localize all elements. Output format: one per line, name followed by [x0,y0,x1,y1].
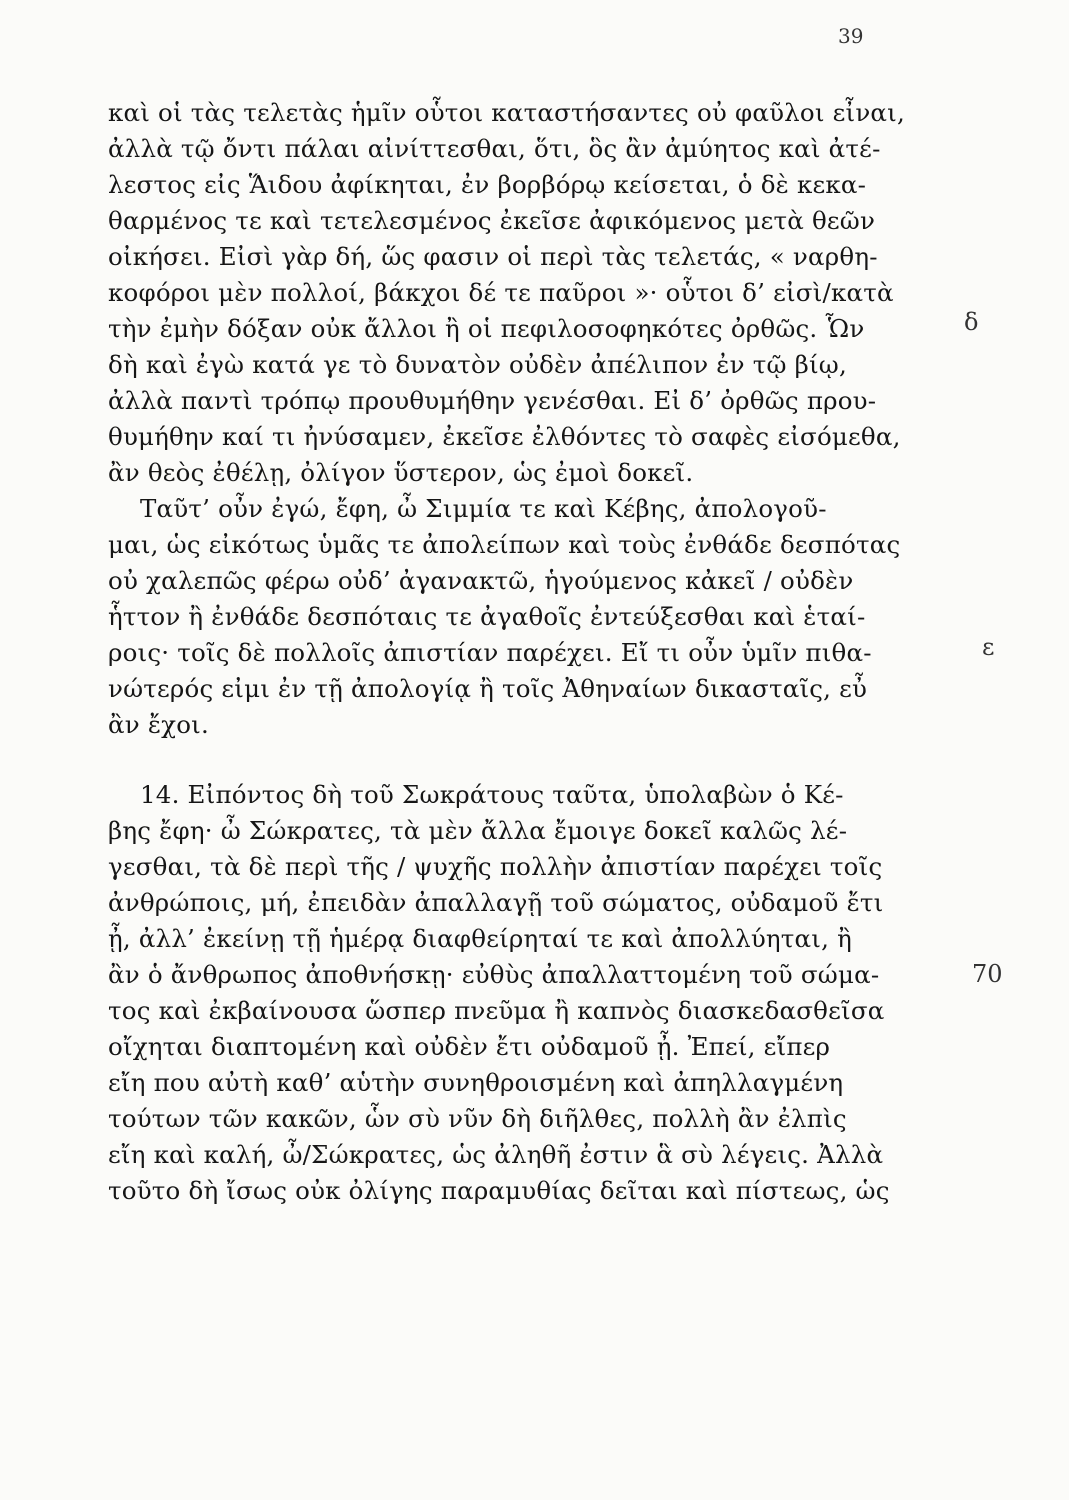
text-line: τὴν ἐμὴν δόξαν οὐκ ἄλλοι ἢ οἱ πεφιλοσοφηκότες ὀρθῶς. Ὧν [108,314,865,343]
text-line: ἀλλὰ τῷ ὄντι πάλαι αἰνίττεσθαι, ὅτι, ὃς ἂν ἀμύητος καὶ ἀτέ- [108,134,881,163]
text-line: εἴη καὶ καλή, ὦ/Σώκρατες, ὡς ἀληθῆ ἐστιν ἃ σὺ λέγεις. Ἀλλὰ [108,1140,884,1169]
text-line: ᾖ, ἀλλ’ ἐκείνῃ τῇ ἡμέρᾳ διαφθείρηταί τε καὶ ἀπολλύηται, ἢ [108,924,852,953]
text-line: Ταῦτ’ οὖν ἐγώ, ἔφη, ὦ Σιμμία τε καὶ Κέβης, ἀπολογοῦ- [140,494,827,523]
text-line: 14. Εἰπόντος δὴ τοῦ Σωκράτους ταῦτα, ὑπολαβὼν ὁ Κέ- [140,780,844,809]
greek-text [108,95,928,1209]
text-line: νώτερός εἰμι ἐν τῇ ἀπολογίᾳ ἢ τοῖς Ἀθηναίων δικασταῖς, εὖ [108,674,868,703]
page-number: 39 [838,24,864,48]
text-line: ἂν ἔχοι. [108,710,209,739]
text-line: οἴχηται διαπτομένη καὶ οὐδὲν ἔτι οὐδαμοῦ ᾖ. Ἐπεί, εἴπερ [108,1032,831,1061]
paragraph-1 [108,95,928,491]
text-line: θαρμένος τε καὶ τετελεσμένος ἐκεῖσε ἀφικόμενος μετὰ θεῶν [108,206,876,235]
text-line: κοφόροι μὲν πολλοί, βάκχοι δέ τε παῦροι »· οὗτοι δ’ εἰσὶ/κατὰ [108,278,894,307]
text-line: ἀλλὰ παντὶ τρόπῳ προυθυμήθην γενέσθαι. Εἰ δ’ ὀρθῶς πρου- [108,386,877,415]
text-line: θυμήθην καί τι ἠνύσαμεν, ἐκεῖσε ἐλθόντες τὸ σαφὲς εἰσόμεθα, [108,422,901,451]
text-line: βης ἔφη· ὦ Σώκρατες, τὰ μὲν ἄλλα ἔμοιγε δοκεῖ καλῶς λέ- [108,816,848,845]
paragraph-3 [108,777,928,1209]
text-line: ἂν θεὸς ἐθέλῃ, ὀλίγον ὕστερον, ὡς ἐμοὶ δοκεῖ. [108,458,694,487]
text-line: εἴη που αὐτὴ καθ’ αὑτὴν συνηθροισμένη καὶ ἀπηλλαγμένη [108,1068,844,1097]
text-line: μαι, ὡς εἰκότως ὑμᾶς τε ἀπολείπων καὶ τοὺς ἐνθάδε δεσπότας [108,530,901,559]
text-line: ἀνθρώποις, μή, ἐπειδὰν ἀπαλλαγῇ τοῦ σώματος, οὐδαμοῦ ἔτι [108,888,884,917]
text-line: οἰκήσει. Εἰσὶ γὰρ δή, ὥς φασιν οἱ περὶ τὰς τελετάς, « ναρθη- [108,242,878,271]
text-line: λεστος εἰς Ἅιδου ἀφίκηται, ἐν βορβόρῳ κείσεται, ὁ δὲ κεκα- [108,170,867,199]
text-line: ἂν ὁ ἄνθρωπος ἀποθνήσκῃ· εὐθὺς ἀπαλλαττομένη τοῦ σώμα- [108,960,880,989]
text-line: δὴ καὶ ἐγὼ κατά γε τὸ δυνατὸν οὐδὲν ἀπέλιπον ἐν τῷ βίῳ, [108,350,847,379]
text-line: γεσθαι, τὰ δὲ περὶ τῆς / ψυχῆς πολλὴν ἀπιστίαν παρέχει τοῖς [108,852,883,881]
text-line: ἧττον ἢ ἐνθάδε δεσπόταις τε ἀγαθοῖς ἐντεύξεσθαι καὶ ἑταί- [108,602,866,631]
text-line: τος καὶ ἐκβαίνουσα ὥσπερ πνεῦμα ἢ καπνὸς διασκεδασθεῖσα [108,996,885,1025]
paragraph-2 [108,491,928,743]
text-line: τοῦτο δὴ ἴσως οὐκ ὀλίγης παραμυθίας δεῖται καὶ πίστεως, ὡς [108,1176,890,1205]
text-line: καὶ οἱ τὰς τελετὰς ἡμῖν οὗτοι καταστήσαντες οὐ φαῦλοι εἶναι, [108,98,905,127]
margin-marker-epsilon: ε [982,633,995,661]
text-line: τούτων τῶν κακῶν, ὧν σὺ νῦν δὴ διῆλθες, πολλὴ ἂν ἐλπὶς [108,1104,847,1133]
text-line: ροις· τοῖς δὲ πολλοῖς ἀπιστίαν παρέχει. Εἴ τι οὖν ὑμῖν πιθα- [108,638,872,667]
text-line: οὐ χαλεπῶς φέρω οὐδ’ ἀγανακτῶ, ἡγούμενος κἀκεῖ / οὐδὲν [108,566,854,595]
margin-marker-seventy: 70 [972,960,1003,988]
margin-marker-delta: δ [964,308,979,336]
